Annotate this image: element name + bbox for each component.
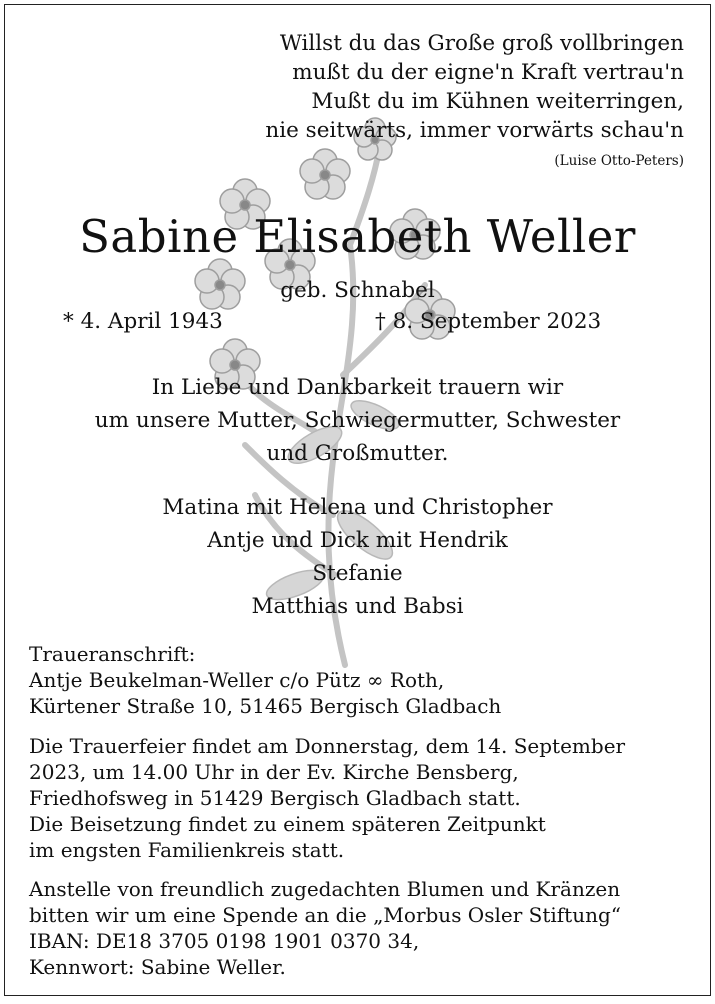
donation-line: Anstelle von freundlich zugedachten Blumen und Kränzen — [29, 877, 621, 901]
mourning-line: In Liebe und Dankbarkeit trauern wir — [151, 375, 564, 400]
birth-date: * 4. April 1943 — [63, 309, 223, 334]
donation-info — [29, 876, 621, 980]
ceremony-line: 2023, um 14.00 Uhr in der Ev. Kirche Bensberg, — [29, 760, 519, 784]
family-line: Antje und Dick mit Hendrik — [207, 528, 508, 553]
family-members — [5, 491, 710, 623]
poem-line: mußt du der eigne'n Kraft vertrau'n — [292, 60, 684, 85]
mourning-text — [5, 371, 710, 470]
address-line: Traueranschrift: — [29, 642, 196, 666]
donation-line: IBAN: DE18 3705 0198 1901 0370 34, — [29, 929, 420, 953]
poem-author: (Luise Otto-Peters) — [554, 153, 684, 169]
ceremony-line: Friedhofsweg in 51429 Bergisch Gladbach statt. — [29, 786, 521, 810]
donation-line: Kennwort: Sabine Weller. — [29, 955, 286, 979]
birth-name: geb. Schnabel — [280, 278, 435, 303]
family-line: Matina mit Helena und Christopher — [162, 495, 553, 520]
mourning-line: um unsere Mutter, Schwiegermutter, Schwester — [94, 408, 621, 433]
deceased-name: Sabine Elisabeth Weller — [79, 210, 636, 263]
donation-line: bitten wir um eine Spende an die „Morbus Osler Stiftung“ — [29, 903, 621, 927]
mourning-line: und Großmutter. — [266, 441, 449, 466]
ceremony-line: Die Beisetzung findet zu einem späteren Zeitpunkt — [29, 812, 546, 836]
poem-line: Mußt du im Kühnen weiterringen, — [311, 89, 684, 114]
poem-line: nie seitwärts, immer vorwärts schau'n — [265, 118, 684, 143]
obituary-notice — [4, 4, 711, 996]
ceremony-info — [29, 733, 625, 863]
poem — [265, 29, 684, 145]
family-line: Stefanie — [312, 561, 403, 586]
family-line: Matthias und Babsi — [251, 594, 464, 619]
address-line: Antje Beukelman-Weller c/o Pütz ∞ Roth, — [29, 668, 445, 692]
ceremony-line: im engsten Familienkreis statt. — [29, 838, 345, 862]
poem-line: Willst du das Große groß vollbringen — [279, 31, 684, 56]
ceremony-line: Die Trauerfeier findet am Donnerstag, dem 14. September — [29, 734, 626, 758]
address-line: Kürtener Straße 10, 51465 Bergisch Gladbach — [29, 694, 502, 718]
mourning-address — [29, 641, 501, 719]
death-date: † 8. September 2023 — [375, 309, 602, 334]
